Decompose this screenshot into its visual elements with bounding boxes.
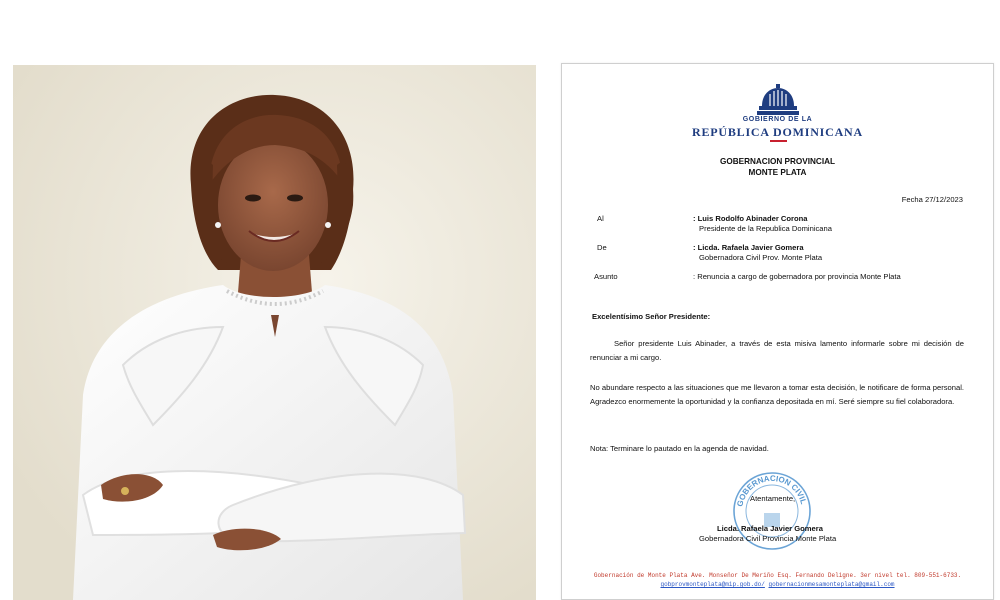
from-title: Gobernadora Civil Prov. Monte Plata xyxy=(699,253,823,262)
subject-text: : Renuncia a cargo de gobernadora por provincia Monte Plata xyxy=(693,272,901,281)
paragraph-2: No abundare respecto a las situaciones que me llevaron a tomar esta decisión, le notificare de forma personal. Agradezco enormemente la oportunidad y la confianza depositada en mí. Seré siempre su fiel colaboradora. xyxy=(590,383,964,406)
from-name: : Licda. Rafaela Javier Gomera xyxy=(693,243,804,252)
office-line2: MONTE PLATA xyxy=(748,168,807,177)
to-name: : Luis Rodolfo Abinader Corona xyxy=(693,214,808,223)
from-label: De xyxy=(597,243,607,252)
salutation: Excelentísimo Señor Presidente: xyxy=(592,312,711,321)
note: Nota: Terminare lo pautado en la agenda de navidad. xyxy=(590,444,769,453)
letterhead-divider xyxy=(770,140,787,142)
resignation-letter xyxy=(561,63,994,600)
footer-email-1[interactable]: gobprovmonteplata@mip.gob.do/ xyxy=(660,581,765,588)
letterhead-gov-line2: REPÚBLICA DOMINICANA xyxy=(691,125,863,139)
stamp-text: GOBERNACION CIVIL xyxy=(735,473,809,508)
portrait-photo xyxy=(13,65,536,600)
closing: Atentamente, xyxy=(750,494,796,503)
footer-address: Gobernación de Monte Plata Ave. Monseñor De Meriño Esq. Fernando Deligne. 3er nivel tel. 809-551-6733. xyxy=(593,572,962,579)
to-label: Al xyxy=(597,214,604,223)
letter-date: Fecha 27/12/2023 xyxy=(901,195,963,204)
office-heading xyxy=(562,156,993,178)
subject-label: Asunto xyxy=(594,272,618,281)
signer-name: Licda. Rafaela Javier Gomera xyxy=(717,524,823,533)
office-line1: GOBERNACION PROVINCIAL xyxy=(719,157,836,166)
footer-contacts xyxy=(562,581,993,588)
to-title: Presidente de la Republica Dominicana xyxy=(699,224,832,233)
footer-email-2[interactable]: gobernacionmesamonteplata@gmail.com xyxy=(768,581,895,588)
signer-title: Gobernadora Civil Provincia Monte Plata xyxy=(699,534,837,543)
letterhead-gov-line1: GOBIERNO DE LA xyxy=(742,116,813,123)
paragraph-1: Señor presidente Luis Abinader, a través de esta misiva lamento informarle sobre mi decisión de renunciar a mi cargo. xyxy=(590,339,964,362)
